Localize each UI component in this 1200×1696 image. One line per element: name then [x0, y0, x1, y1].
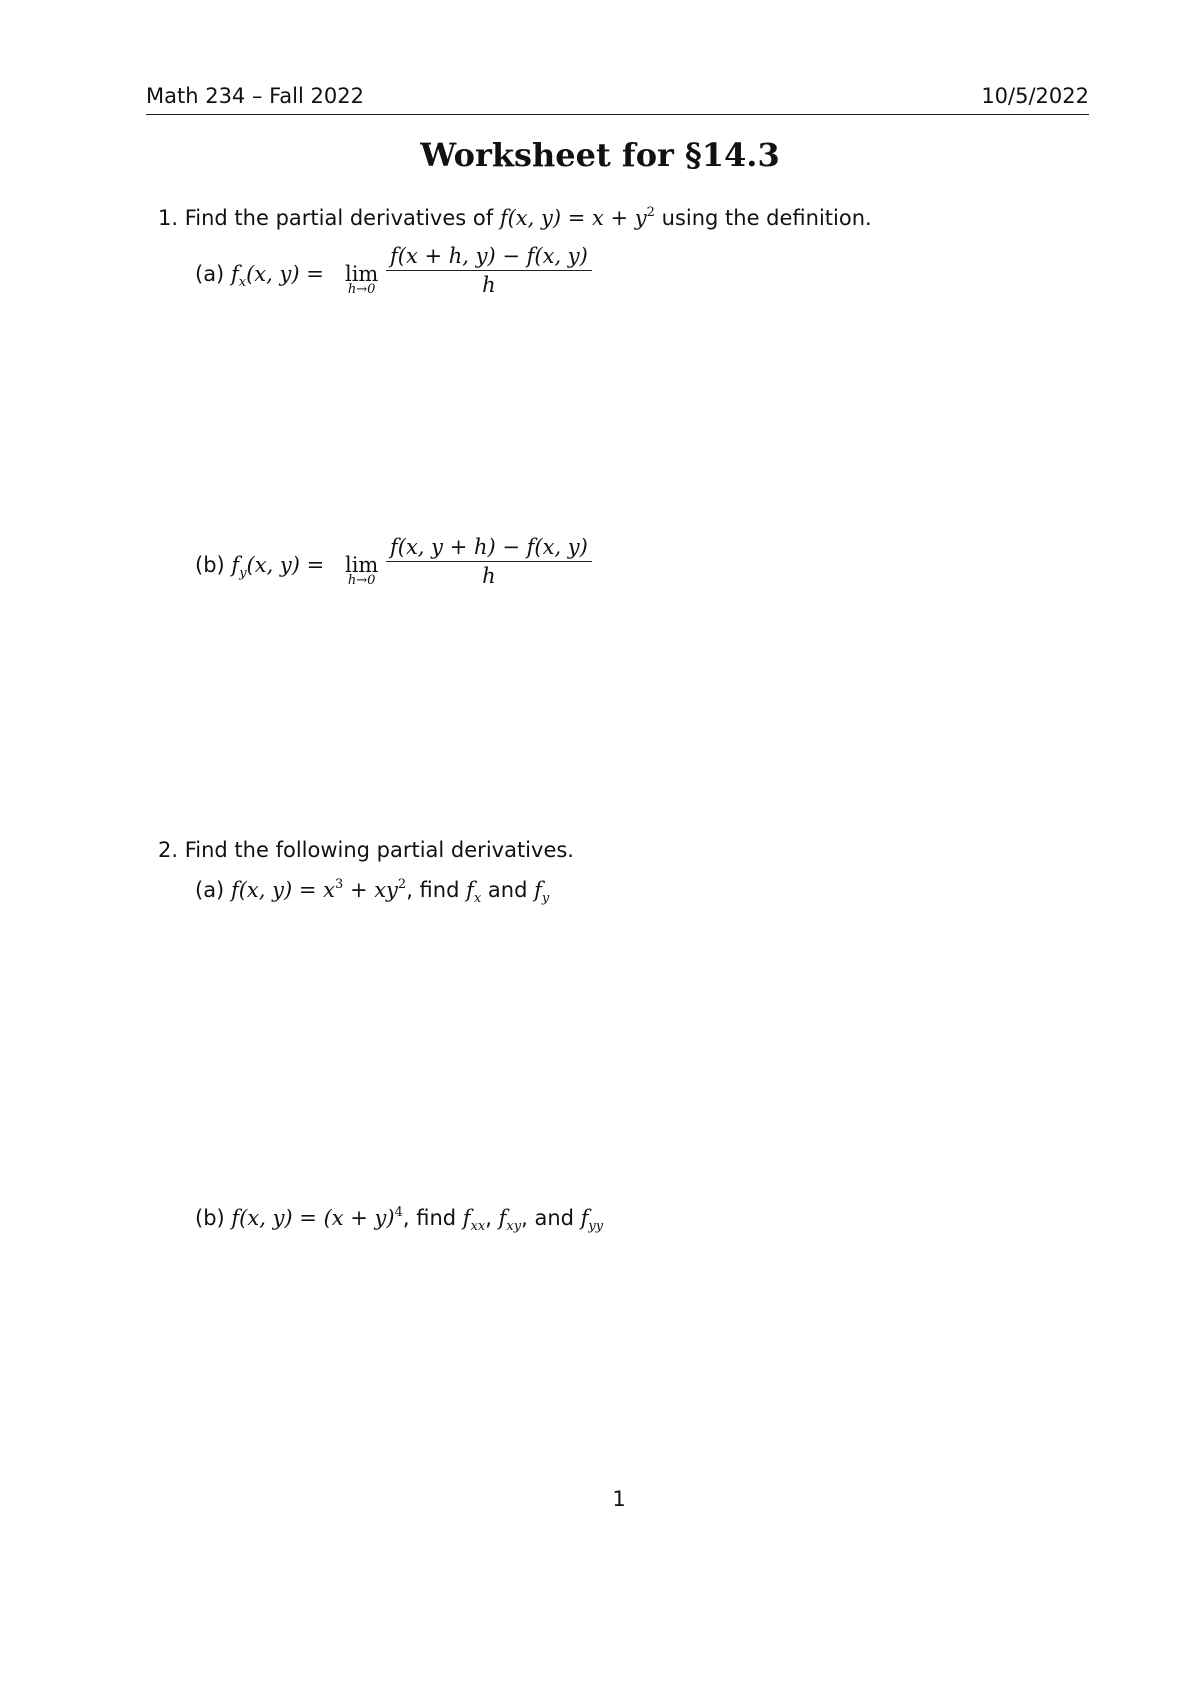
problem-2a-derivative-2-f: f [534, 878, 542, 902]
course-label: Math 234 – Fall 2022 [146, 84, 364, 108]
problem-1a-denominator: h [482, 273, 496, 297]
problem-1b-lhs-args: (x, y) = [246, 553, 325, 577]
problem-1b-label: (b) [195, 553, 225, 577]
problem-2-number: 2. [158, 838, 179, 862]
problem-1b-fraction [386, 535, 592, 588]
problem-2b-expr-1: f(x, y) = (x + y) [231, 1206, 395, 1230]
problem-1a-lim-word: lim [345, 262, 379, 286]
problem-1b-lim-word: lim [345, 553, 379, 577]
problem-1-statement [158, 206, 872, 230]
problem-1b-lhs-sub: y [239, 566, 247, 581]
problem-1a-numerator: f(x + h, y) − f(x, y) [386, 244, 592, 271]
problem-2-statement [158, 838, 574, 862]
problem-2a-find-word: , find [406, 878, 460, 902]
problem-2a-label: (a) [195, 878, 225, 902]
problem-2a-and-word: and [487, 878, 528, 902]
problem-2b-derivative-3-f: f [580, 1206, 589, 1230]
problem-1a-fraction [386, 244, 592, 297]
problem-1b-numerator: f(x, y + h) − f(x, y) [386, 535, 592, 562]
problem-2b-and-word: , and [521, 1206, 574, 1230]
problem-2a-derivative-1-f: f [466, 878, 474, 902]
problem-1-function-exponent: 2 [646, 205, 655, 220]
problem-2b-derivative-2-sub: xy [506, 1219, 522, 1234]
problem-2b-find-word: , find [402, 1206, 457, 1230]
page-number: 1 [612, 1487, 626, 1511]
problem-2b [195, 1205, 604, 1234]
problem-2a-exponent-1: 3 [334, 877, 344, 892]
worksheet-title: Worksheet for §14.3 [420, 136, 780, 174]
problem-2a-derivative-2-sub: y [541, 891, 550, 906]
problem-1-text-after: using the definition. [661, 206, 872, 230]
problem-2b-derivative-2-f: f [498, 1206, 507, 1230]
problem-2b-derivative-1-sub: xx [470, 1219, 486, 1234]
problem-1a-lim-sub: h→0 [347, 282, 376, 297]
page-header [146, 82, 1089, 115]
problem-2a-derivative-1-sub: x [473, 891, 482, 906]
problem-2a-expr-2: + xy [349, 878, 398, 902]
problem-1a-lhs-sub: x [238, 275, 247, 290]
problem-2b-derivative-1-f: f [462, 1206, 471, 1230]
problem-2a-expr-1: f(x, y) = x [230, 878, 335, 902]
problem-1a-lhs-f: f [230, 262, 239, 286]
problem-2a [195, 877, 550, 906]
problem-1b-lim-sub: h→0 [347, 573, 376, 588]
problem-1b-denominator: h [482, 564, 496, 588]
problem-2-text: Find the following partial derivatives. [184, 838, 574, 862]
problem-2b-exponent-1: 4 [394, 1205, 403, 1220]
problem-1b-limit [345, 553, 378, 588]
problem-1-text-before: Find the partial derivatives of [184, 206, 494, 230]
problem-1-number: 1. [158, 206, 179, 230]
problem-2b-label: (b) [195, 1206, 225, 1230]
problem-1a-lhs-args: (x, y) = [246, 262, 324, 286]
problem-1-function: f(x, y) = x + y [499, 206, 647, 230]
problem-1a-limit [345, 262, 378, 297]
problem-1b-lhs-f: f [231, 553, 240, 577]
problem-2a-exponent-2: 2 [397, 877, 407, 892]
problem-2b-derivative-3-sub: yy [588, 1219, 604, 1234]
problem-1a-label: (a) [195, 262, 225, 286]
problem-2b-comma-1: , [485, 1206, 492, 1230]
date-label: 10/5/2022 [981, 84, 1089, 108]
